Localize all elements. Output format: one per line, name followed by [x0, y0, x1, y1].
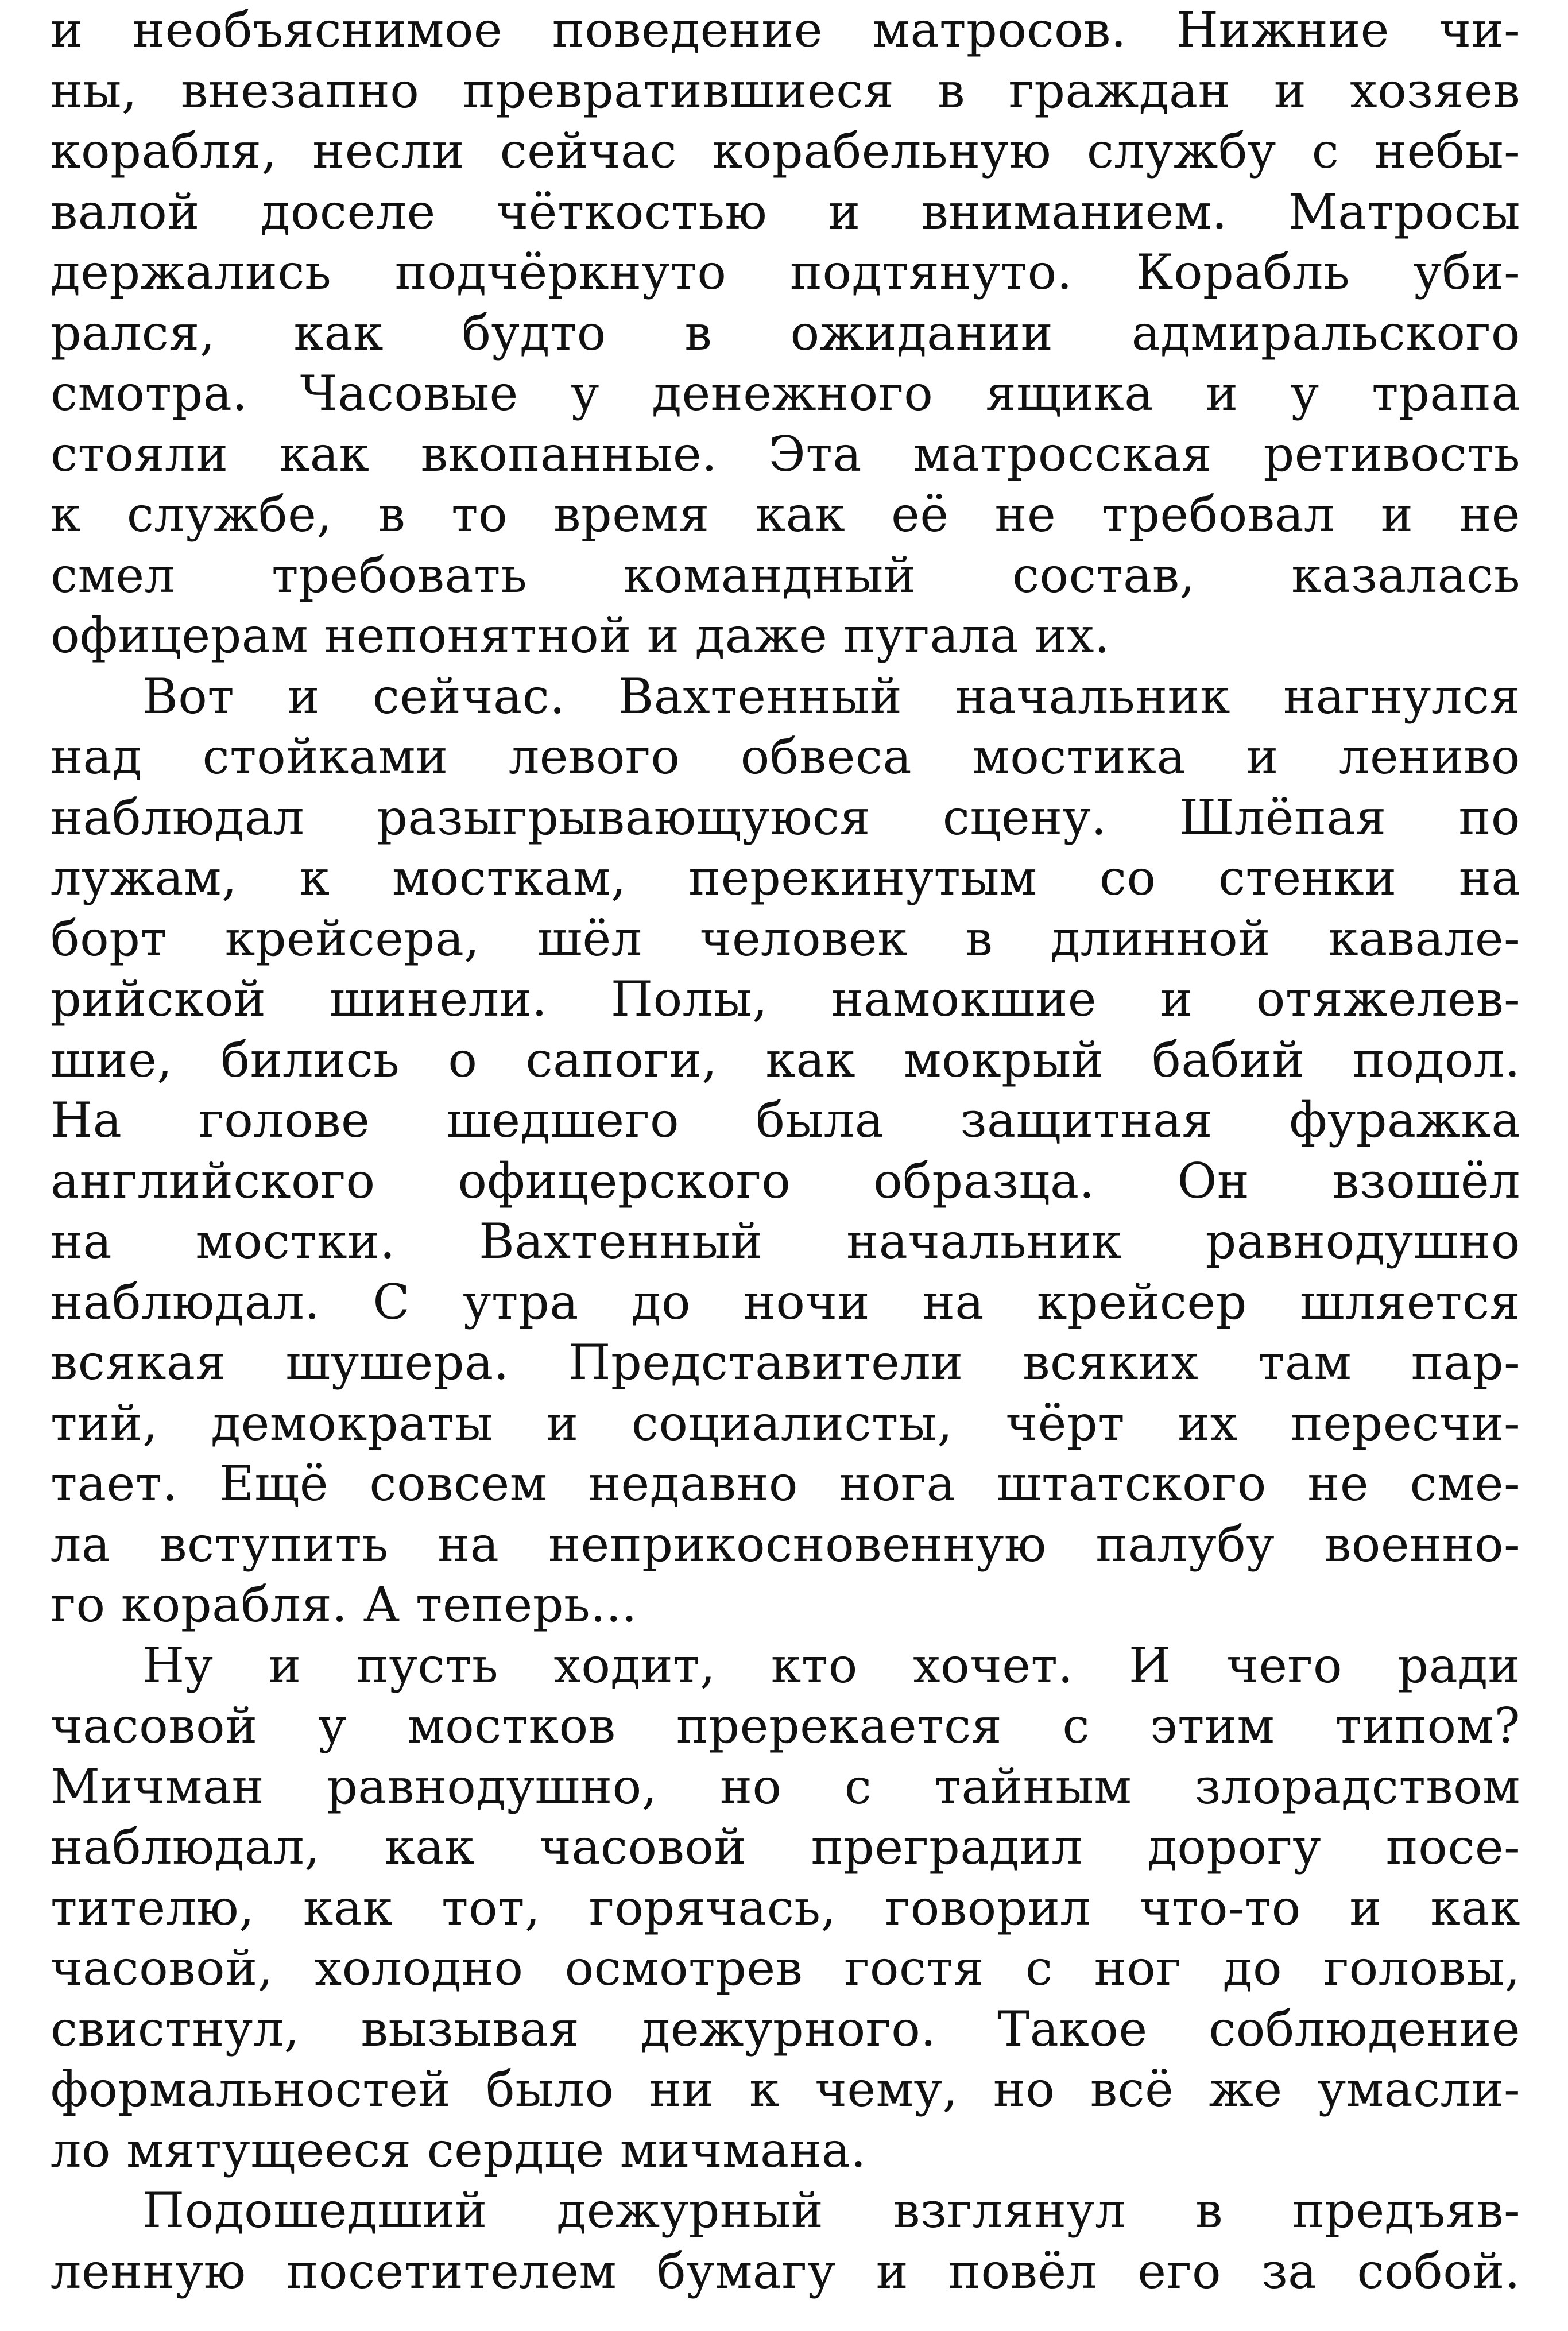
text-line: корабля, несли сейчас корабельную службу с небы-: [51, 123, 1520, 179]
text-line: Подошедший дежурный взглянул в предъяв-: [142, 2182, 1520, 2239]
text-line: ло мятущееся сердце мичмана.: [51, 2121, 866, 2178]
text-line: всякая шушера. Представители всяких там пар-: [51, 1334, 1520, 1391]
text-line: держались подчёркнуто подтянуто. Корабль уби-: [51, 244, 1520, 300]
text-line: часовой, холодно осмотрев гостя с ног до головы,: [51, 1940, 1520, 1996]
text-line: свистнул, вызывая дежурного. Такое соблюдение: [51, 2000, 1520, 2057]
text-line: английского офицерского образца. Он взошёл: [51, 1152, 1520, 1209]
text-line: смел требовать командный состав, казалась: [51, 547, 1520, 603]
text-line: тителю, как тот, горячась, говорил что-то и как: [51, 1879, 1520, 1936]
text-line: рийской шинели. Полы, намокшие и отяжелев-: [51, 971, 1520, 1027]
text-line: ла вступить на неприкосновенную палубу военно-: [51, 1516, 1520, 1573]
text-line: наблюдал, как часовой преградил дорогу посе-: [51, 1819, 1520, 1875]
text-line: офицерам непонятной и даже пугала их.: [51, 607, 1110, 664]
text-line: борт крейсера, шёл человек в длинной кавале-: [51, 910, 1520, 967]
text-line: на мостки. Вахтенный начальник равнодушно: [51, 1213, 1520, 1269]
text-line: наблюдал. С утра до ночи на крейсер шляется: [51, 1273, 1520, 1330]
text-line: шие, бились о сапоги, как мокрый бабий подол.: [51, 1031, 1520, 1088]
text-line: ленную посетителем бумагу и повёл его за собой.: [51, 2243, 1520, 2299]
text-line: лужам, к мосткам, перекинутым со стенки на: [51, 850, 1520, 906]
text-line: формальностей было ни к чему, но всё же умасли-: [51, 2061, 1520, 2117]
text-line: Мичман равнодушно, но с тайным злорадством: [51, 1758, 1520, 1815]
text-line: На голове шедшего была защитная фуражка: [51, 1092, 1520, 1148]
text-line: стояли как вкопанные. Эта матросская ретивость: [51, 425, 1520, 482]
text-line: Ну и пусть ходит, кто хочет. И чего ради: [142, 1637, 1520, 1694]
paragraph: [51, 667, 1520, 1636]
body-text: [51, 0, 1520, 2302]
text-line: рался, как будто в ожидании адмиральского: [51, 304, 1520, 361]
text-line: к службе, в то время как её не требовал и не: [51, 486, 1520, 543]
text-line: над стойками левого обвеса мостика и лениво: [51, 729, 1520, 785]
text-line: и необъяснимое поведение матросов. Нижние чи-: [51, 2, 1520, 58]
text-line: тий, демократы и социалисты, чёрт их пересчи-: [51, 1395, 1520, 1451]
text-line: наблюдал разыгрывающуюся сцену. Шлёпая по: [51, 789, 1520, 846]
text-line: тает. Ещё совсем недавно нога штатского не сме-: [51, 1455, 1520, 1512]
paragraph: [51, 2181, 1520, 2302]
text-line: го корабля. А теперь...: [51, 1577, 637, 1633]
text-line: валой доселе чёткостью и вниманием. Матросы: [51, 183, 1520, 240]
paragraph: [51, 1636, 1520, 2181]
text-line: ны, внезапно превратившиеся в граждан и хозяев: [51, 62, 1520, 119]
paragraph: [51, 0, 1520, 667]
text-line: смотра. Часовые у денежного ящика и у трапа: [51, 365, 1520, 421]
text-line: Вот и сейчас. Вахтенный начальник нагнулся: [142, 668, 1520, 725]
text-line: часовой у мостков пререкается с этим типом?: [51, 1698, 1520, 1754]
